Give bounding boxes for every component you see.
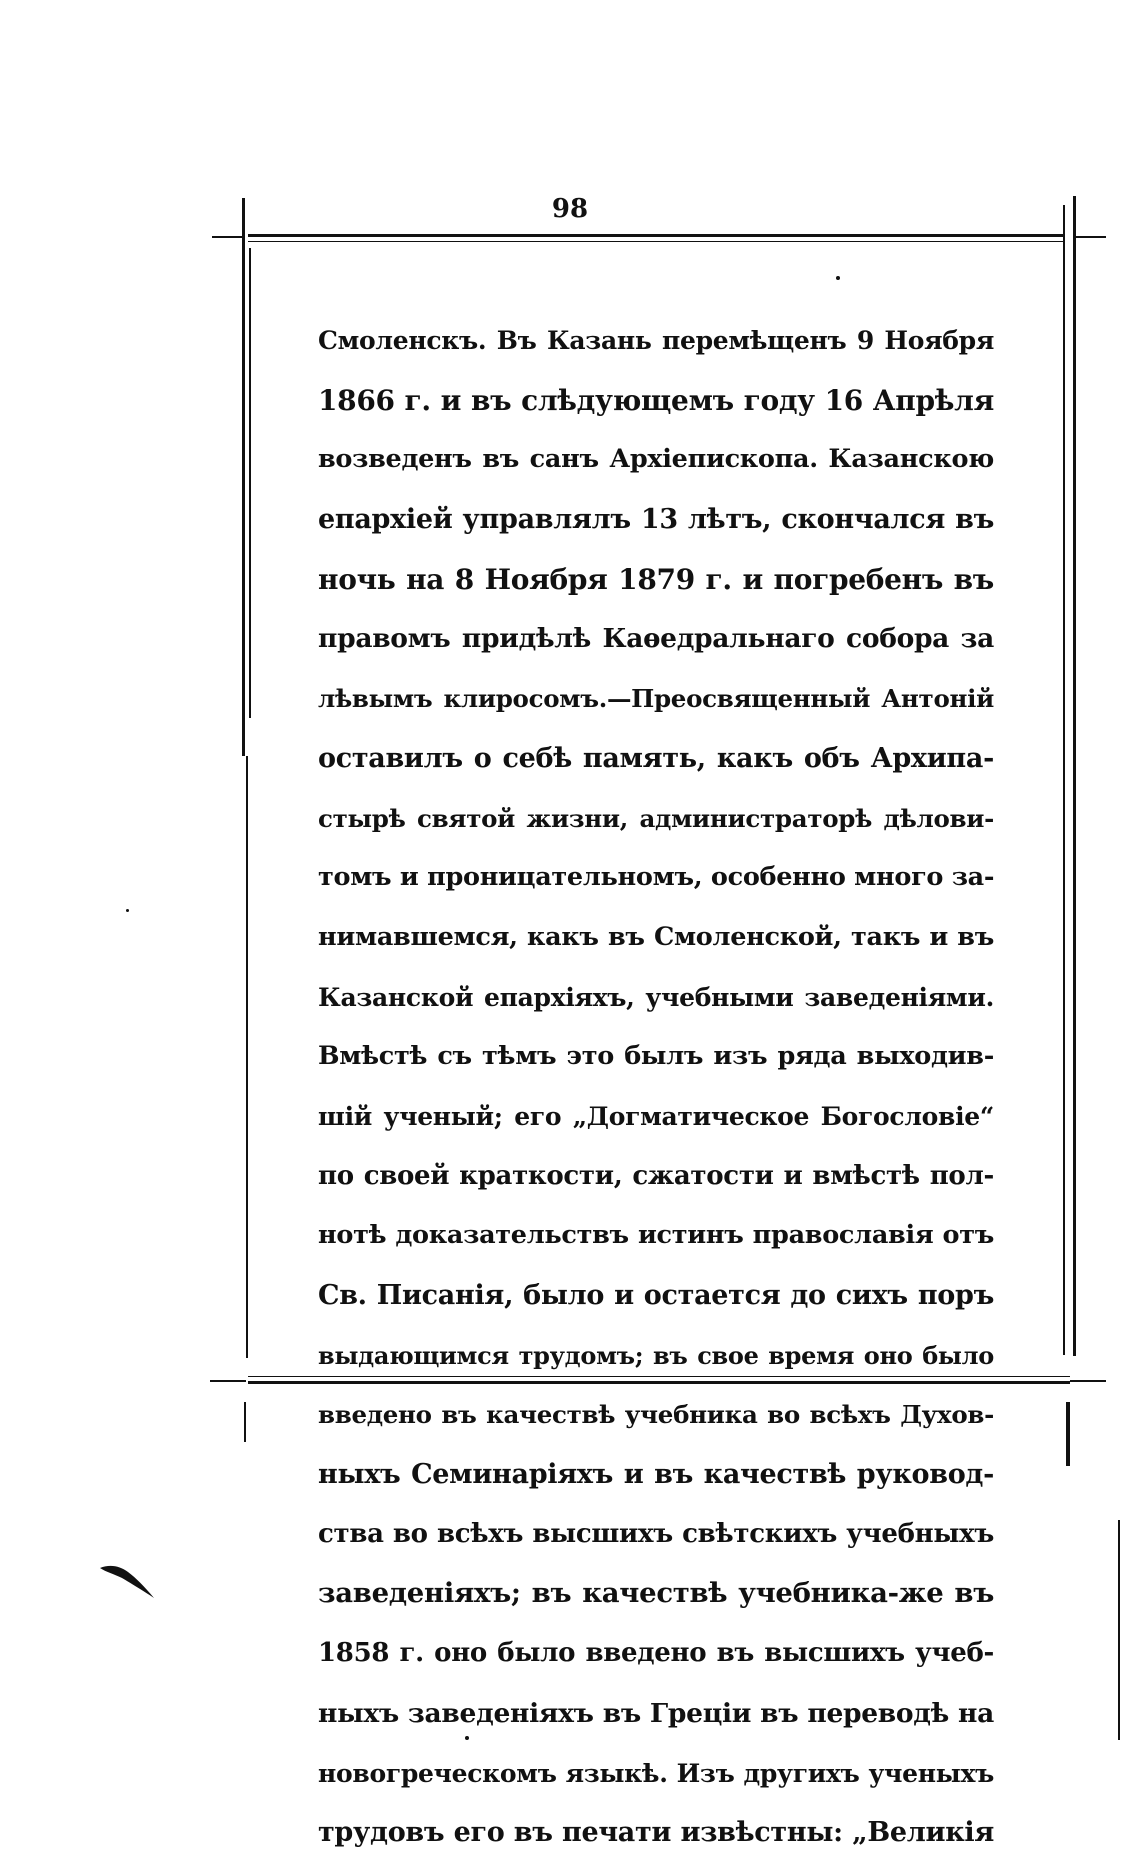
frame-left-stub-rule <box>244 1402 246 1442</box>
scan-speck <box>126 909 129 912</box>
text-line: трудовъ его въ печати извѣстны: „Великія <box>318 1817 994 1849</box>
text-line: ства во всѣхъ высшихъ свѣтскихъ учебныхъ <box>318 1518 994 1549</box>
text-line: 1866 г. и въ слѣдующемъ году 16 Апрѣля <box>318 383 994 417</box>
text-line: шій ученый; его „Догматическое Богословіе“ <box>318 1101 994 1131</box>
text-line: по своей краткости, сжатости и вмѣстѣ пол- <box>318 1160 994 1191</box>
text-line: томъ и проницательномъ, особенно много за- <box>318 862 995 893</box>
text-line: выдающимся трудомъ; въ свое время оно было <box>318 1340 994 1370</box>
text-line: правомъ придѣлѣ Каѳедральнаго собора за <box>318 623 994 655</box>
text-line: лѣвымъ клиросомъ.—Преосвященный Антоній <box>318 684 994 714</box>
frame-top-left-tick <box>212 236 242 238</box>
text-line: нотѣ доказательствъ истинъ православія отъ <box>318 1220 994 1251</box>
pen-mark <box>98 1562 156 1600</box>
frame-bottom-right-tick <box>1070 1380 1106 1382</box>
frame-left-lower-rule <box>246 756 248 1358</box>
text-line: заведеніяхъ; въ качествѣ учебника-же въ <box>318 1577 994 1610</box>
text-line: нимавшемся, какъ въ Смоленской, такъ и въ <box>318 921 994 952</box>
scan-edge-rule <box>1118 1520 1120 1740</box>
text-line: введено въ качествѣ учебника во всѣхъ Духов- <box>318 1400 994 1430</box>
text-line: новогреческомъ языкѣ. Изъ другихъ ученыхъ <box>318 1758 994 1788</box>
scan-speck <box>836 276 840 280</box>
text-line: Казанской епархіяхъ, учебными заведеніями. <box>318 982 994 1012</box>
frame-right-outer-rule <box>1073 196 1076 1356</box>
text-line: ныхъ заведеніяхъ въ Греціи въ переводѣ на <box>318 1697 994 1729</box>
body-text <box>318 311 994 1863</box>
frame-right-stub-rule <box>1066 1402 1070 1466</box>
page-number: 98 <box>551 194 589 224</box>
text-line: Смоленскъ. Въ Казань перемѣщенъ 9 Ноября <box>318 326 994 355</box>
frame-bottom-left-tick <box>210 1380 246 1382</box>
text-line: ночь на 8 Ноября 1879 г. и погребенъ въ <box>318 562 994 596</box>
text-line: стырѣ святой жизни, администраторѣ дѣлови- <box>318 803 994 833</box>
frame-top-rule-thin <box>248 241 1064 242</box>
text-line: 1858 г. оно было введено въ высшихъ учеб- <box>318 1638 994 1669</box>
text-line: оставилъ о себѣ память, какъ объ Архипа- <box>318 742 994 774</box>
text-line: Вмѣстѣ съ тѣмъ это былъ изъ ряда выходив- <box>318 1041 994 1072</box>
text-line: Св. Писанія, было и остается до сихъ поръ <box>318 1280 994 1311</box>
frame-left-inner-rule <box>249 248 251 718</box>
frame-left-outer-rule <box>242 198 245 756</box>
text-line: возведенъ въ санъ Архіепископа. Казанскою <box>318 444 994 475</box>
text-line: ныхъ Семинаріяхъ и въ качествѣ руковод- <box>318 1459 994 1491</box>
text-line: епархіей управлялъ 13 лѣтъ, скончался въ <box>318 504 994 536</box>
frame-right-inner-rule <box>1063 205 1065 1355</box>
frame-top-right-tick <box>1076 236 1106 238</box>
frame-top-rule <box>248 234 1064 237</box>
